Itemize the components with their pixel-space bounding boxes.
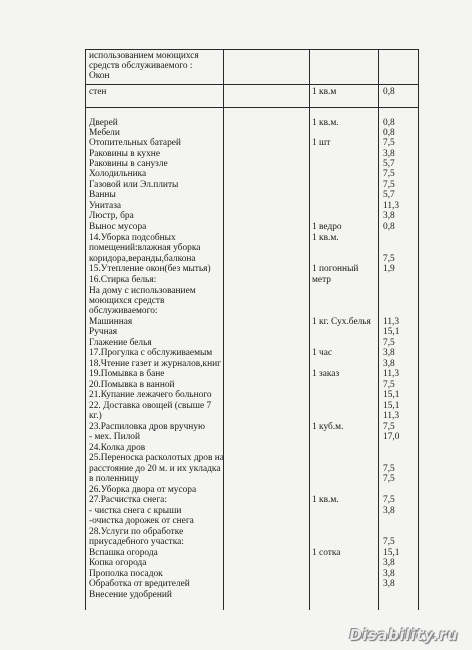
rate-cell: 7,5 xyxy=(383,464,395,474)
service-cell: Раковины в кухне xyxy=(89,149,160,159)
rate-cell: 7,5 xyxy=(383,254,395,264)
rate-cell: 11,3 xyxy=(383,369,400,379)
service-cell: моющихся средств xyxy=(89,296,165,306)
rate-cell: 17,0 xyxy=(383,432,400,442)
service-cell: На дому с использованием xyxy=(89,286,196,296)
rate-cell: 5,7 xyxy=(383,190,395,200)
service-cell: - мех. Пилой xyxy=(89,432,140,442)
rate-cell: 7,5 xyxy=(383,422,395,432)
table-border-left xyxy=(85,49,86,610)
rate-cell: 5,7 xyxy=(383,159,395,169)
rate-cell: 3,8 xyxy=(383,348,395,358)
service-cell: расстояние до 20 м. и их укладка xyxy=(89,464,221,474)
rate-cell: 0,8 xyxy=(383,222,395,232)
service-cell: 26.Уборка двора от мусора xyxy=(89,485,197,495)
rate-cell: 7,5 xyxy=(383,495,395,505)
rate-cell: 11,3 xyxy=(383,411,400,421)
service-cell: Прополка посадок xyxy=(89,569,163,579)
unit-cell: 1 кв.м. xyxy=(312,118,339,128)
rate-cell: 11,3 xyxy=(383,317,400,327)
service-cell: использованием моющихся xyxy=(89,51,199,61)
service-cell: 16.Стирка белья: xyxy=(89,275,157,285)
rate-cell: 1,9 xyxy=(383,264,395,274)
service-cell: 28.Услуги по обработке xyxy=(89,527,184,537)
table-border-right xyxy=(418,49,419,610)
unit-cell: 1 куб.м. xyxy=(312,422,344,432)
service-cell: - чистка снега с крыши xyxy=(89,506,182,516)
service-cell: помещений:влажная уборка xyxy=(89,243,201,253)
service-cell: Люстр, бра xyxy=(89,211,134,221)
service-cell: Вынос мусора xyxy=(89,222,147,232)
unit-cell: 1 шт xyxy=(312,138,331,148)
table-divider-1 xyxy=(223,49,224,610)
row-separator-1 xyxy=(85,84,419,85)
service-cell: Окон xyxy=(89,71,110,81)
service-cell: 20.Помывка в ванной xyxy=(89,380,175,390)
service-cell: -очистка дорожек от снега xyxy=(89,516,194,526)
rate-cell: 7,5 xyxy=(383,180,395,190)
service-cell: 27.Расчистка снега: xyxy=(89,495,167,505)
unit-cell: 1 погонный xyxy=(312,264,359,274)
rate-cell: 0,8 xyxy=(383,118,395,128)
service-cell: Внесение удобрений xyxy=(89,590,172,600)
unit-cell: 1 кв.м. xyxy=(312,233,339,243)
service-cell: 21.Купание лежачего больного xyxy=(89,390,212,400)
service-cell: 18.Чтение газет и журналов,книг xyxy=(89,359,221,369)
rate-cell: 7,5 xyxy=(383,380,395,390)
rate-cell: 7,5 xyxy=(383,537,395,547)
service-cell: 14.Уборка подсобных xyxy=(89,233,176,243)
unit-cell: 1 заказ xyxy=(312,369,340,379)
service-cell: средств обслуживаемого : xyxy=(89,61,193,71)
service-cell: коридора,веранды,балкона xyxy=(89,254,196,264)
rate-cell: 7,5 xyxy=(383,169,395,179)
rate-cell: 7,5 xyxy=(383,138,395,148)
rate-cell: 3,8 xyxy=(383,359,395,369)
service-cell: 15.Утепление окон(без мытья) xyxy=(89,264,211,274)
service-cell: 25.Переноска расколотых дров на xyxy=(89,453,224,463)
rate-cell: 7,5 xyxy=(383,338,395,348)
service-cell: 24.Колка дров xyxy=(89,443,146,453)
unit-cell: 1 кв.м. xyxy=(312,495,339,505)
service-cell: Дверей xyxy=(89,118,118,128)
rate-cell: 15,1 xyxy=(383,401,400,411)
service-cell: 19.Помывка в бане xyxy=(89,369,165,379)
service-cell: Холодильника xyxy=(89,169,147,179)
unit-cell: 1 кг. Сух.белья xyxy=(312,317,371,327)
rate-cell: 11,3 xyxy=(383,201,400,211)
service-cell: приусадебного участка: xyxy=(89,537,184,547)
unit-cell: 1 час xyxy=(312,348,333,358)
rate-cell: 3,8 xyxy=(383,149,395,159)
rate-cell: 3,8 xyxy=(383,579,395,589)
table-divider-3 xyxy=(378,49,379,610)
service-cell: 22. Доставка овощей (свыше 7 xyxy=(89,401,212,411)
rate-cell: 3,8 xyxy=(383,211,395,221)
rate-cell: 3,8 xyxy=(383,506,395,516)
service-cell: Глажение белья xyxy=(89,338,152,348)
table-divider-2 xyxy=(309,49,310,610)
table-border-top xyxy=(85,49,419,50)
service-cell: обслуживаемого: xyxy=(89,306,158,316)
unit-cell: метр xyxy=(312,275,331,285)
service-cell: кг.) xyxy=(89,411,102,421)
service-cell: Раковины в санузле xyxy=(89,159,168,169)
rate-cell: 3,8 xyxy=(383,558,395,568)
rate-cell: 15,1 xyxy=(383,390,400,400)
unit-cell: 1 сотка xyxy=(312,548,341,558)
service-cell: в поленницу xyxy=(89,474,139,484)
service-cell: Унитаза xyxy=(89,201,122,211)
rate-cell: 15,1 xyxy=(383,548,400,558)
service-cell: Копка огорода xyxy=(89,558,147,568)
unit-cell: 1 кв.м xyxy=(312,87,337,97)
service-cell: 17.Прогулка с обслуживаемым xyxy=(89,348,213,358)
rate-cell: 0,8 xyxy=(383,128,395,138)
rate-cell: 0,8 xyxy=(383,87,395,97)
watermark: Disability.ru xyxy=(349,626,458,644)
rate-cell: 15,1 xyxy=(383,327,400,337)
service-cell: стен xyxy=(89,87,107,97)
service-cell: Машинная xyxy=(89,317,133,327)
unit-cell: 1 ведро xyxy=(312,222,342,232)
rate-cell: 7,5 xyxy=(383,474,395,484)
row-separator-2 xyxy=(85,107,419,108)
rate-cell: 3,8 xyxy=(383,569,395,579)
service-cell: Ванны xyxy=(89,190,116,200)
service-cell: Мебели xyxy=(89,128,120,138)
service-cell: Отопительных батарей xyxy=(89,138,181,148)
service-cell: Газовой или Эл.плиты xyxy=(89,180,179,190)
service-cell: Вспашка огорода xyxy=(89,548,158,558)
service-cell: 23.Распиловка дров вручную xyxy=(89,422,206,432)
service-cell: Ручная xyxy=(89,327,118,337)
service-cell: Обработка от вредителей xyxy=(89,579,190,589)
